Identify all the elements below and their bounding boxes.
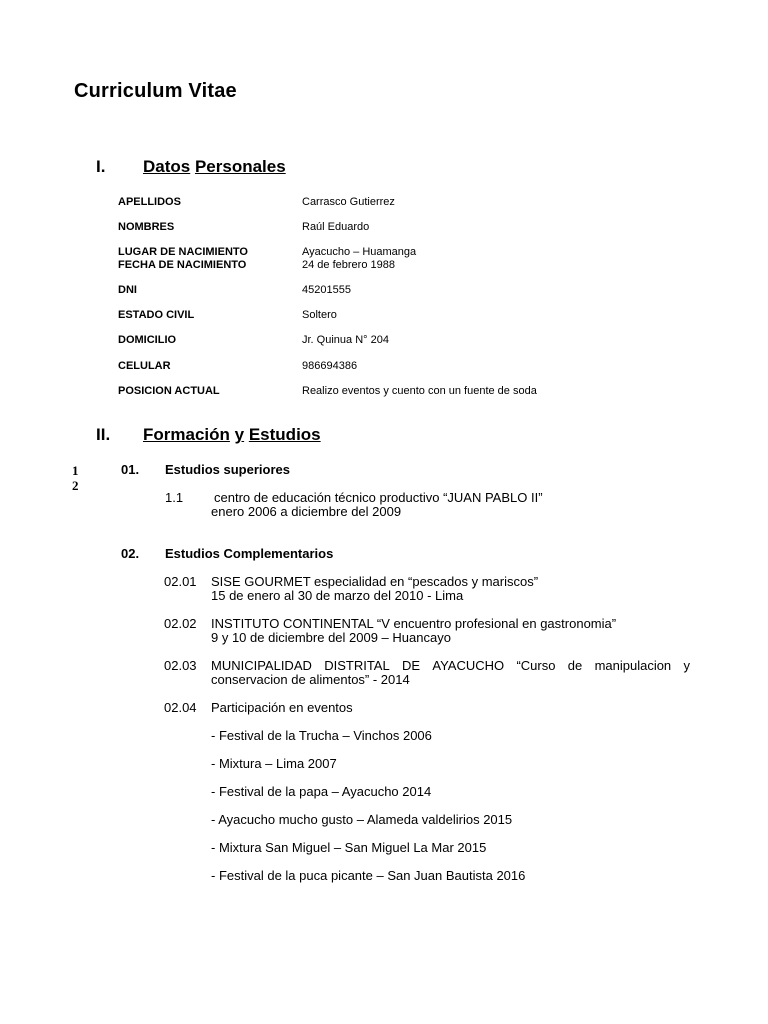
field-value-apellidos: Carrasco Gutierrez (302, 196, 395, 208)
field-label-estado-civil: ESTADO CIVIL (118, 309, 195, 321)
course-title: Participación en eventos (211, 700, 353, 715)
course-title: INSTITUTO CONTINENTAL “V encuentro profesional en gastronomia” (211, 616, 617, 631)
section-2-title-word-1: Formación (143, 425, 230, 444)
course-number: 02.03 (164, 658, 197, 673)
course-number: 02.04 (164, 700, 197, 715)
event-item: - Mixtura San Miguel – San Miguel La Mar 2015 (211, 840, 487, 855)
subsection-1-number: 01. (121, 462, 140, 477)
field-value-celular: 986694386 (302, 360, 358, 372)
field-label-posicion-actual: POSICION ACTUAL (118, 385, 220, 397)
field-label-dni: DNI (118, 284, 137, 296)
course-title (211, 659, 690, 673)
section-2-title-word-2: y (234, 425, 245, 444)
course-title-word: AYACUCHO (432, 658, 505, 673)
course-title-word: “Curso (516, 658, 556, 673)
course-dates: conservacion de alimentos” - 2014 (211, 672, 410, 687)
course-title-word: manipulacion (594, 658, 672, 673)
field-value-fecha-nacimiento: 24 de febrero 1988 (302, 259, 395, 271)
education-item-dates: enero 2006 a diciembre del 2009 (211, 504, 402, 519)
field-value-dni: 45201555 (302, 284, 351, 296)
field-value-domicilio: Jr. Quinua N° 204 (302, 334, 389, 346)
field-value-nombres: Raúl Eduardo (302, 221, 370, 233)
event-item: - Ayacucho mucho gusto – Alameda valdelirios 2015 (211, 812, 513, 827)
event-item: - Mixtura – Lima 2007 (211, 756, 337, 771)
course-dates: 15 de enero al 30 de marzo del 2010 - Lima (211, 588, 464, 603)
course-title: SISE GOURMET especialidad en “pescados y mariscos” (211, 574, 539, 589)
course-dates: 9 y 10 de diciembre del 2009 – Huancayo (211, 630, 451, 645)
section-1-title-word-1: Datos (143, 157, 191, 176)
course-number: 02.01 (164, 574, 197, 589)
field-label-fecha-nacimiento: FECHA DE NACIMIENTO (118, 259, 247, 271)
margin-mark: 1 (72, 463, 79, 478)
field-value-lugar-nacimiento: Ayacucho – Huamanga (302, 246, 417, 258)
course-number: 02.02 (164, 616, 197, 631)
course-title-word: de (567, 658, 583, 673)
section-1-number: I. (96, 157, 106, 176)
field-value-estado-civil: Soltero (302, 309, 337, 321)
field-value-posicion-actual: Realizo eventos y cuento con un fuente de soda (302, 385, 537, 397)
subsection-2-title: Estudios Complementarios (165, 546, 334, 561)
margin-mark: 2 (72, 478, 79, 493)
education-item-institution: centro de educación técnico productivo “JUAN PABLO II” (214, 490, 543, 505)
course-title-word: y (683, 658, 690, 673)
section-1-title-word-2: Personales (194, 157, 286, 176)
section-2-title-word-3: Estudios (248, 425, 321, 444)
course-title-word: DE (402, 658, 421, 673)
event-item: - Festival de la Trucha – Vinchos 2006 (211, 728, 432, 743)
field-label-celular: CELULAR (118, 360, 171, 372)
education-item-number: 1.1 (165, 490, 184, 505)
section-2-title (143, 425, 321, 445)
field-label-apellidos: APELLIDOS (118, 196, 181, 208)
field-label-lugar-nacimiento: LUGAR DE NACIMIENTO (118, 246, 248, 258)
section-2-number: II. (96, 425, 111, 444)
event-item: - Festival de la puca picante – San Juan Bautista 2016 (211, 868, 526, 883)
field-label-domicilio: DOMICILIO (118, 334, 177, 346)
field-label-nombres: NOMBRES (118, 221, 175, 233)
course-title-word: MUNICIPALIDAD (211, 658, 312, 673)
section-1-title (143, 157, 286, 177)
document-title: Curriculum Vitae (74, 80, 237, 102)
event-item: - Festival de la papa – Ayacucho 2014 (211, 784, 432, 799)
subsection-2-number: 02. (121, 546, 140, 561)
subsection-1-title: Estudios superiores (165, 462, 290, 477)
course-title-word: DISTRITAL (324, 658, 390, 673)
